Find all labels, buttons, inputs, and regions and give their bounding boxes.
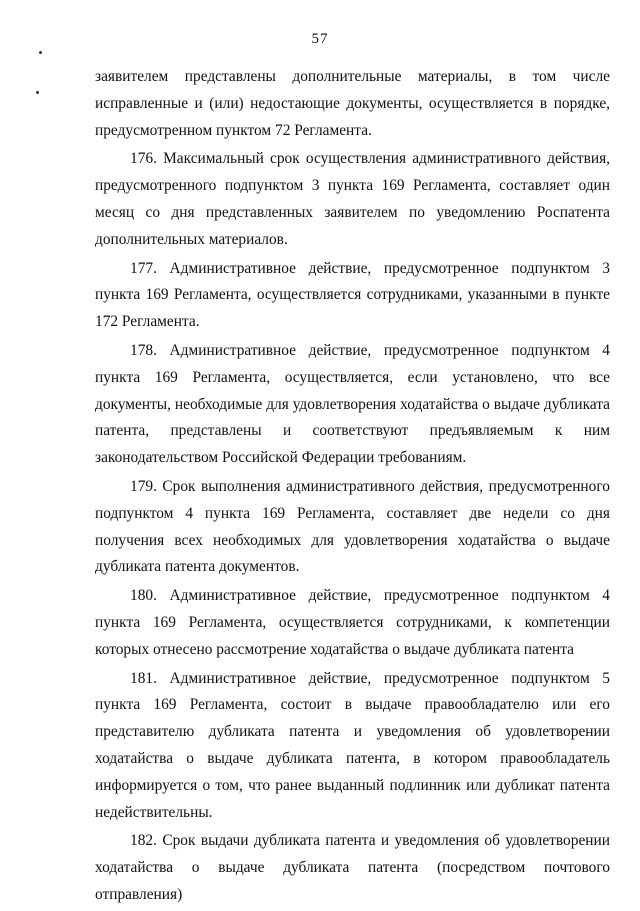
scan-speck	[39, 51, 42, 54]
paragraph-181: 181. Административное действие, предусмотренное подпунктом 5 пункта 169 Регламента, состоит в выдаче правообладателю или его представителю дубликата патента и уведомления об удовлетворении ходатайства о выдаче дубликата патента, в котором правообладатель информируется о том, что ранее выданный подлинник или дубликат патента недействительны.	[95, 669, 610, 821]
scan-speck	[36, 91, 39, 94]
paragraph-176: 176. Максимальный срок осуществления административного действия, предусмотренного подпунктом 3 пункта 169 Регламента, составляет один месяц со дня представленных заявителем по уведомлению Роспатента дополнительных материалов.	[95, 150, 610, 248]
body-text	[95, 64, 610, 911]
paragraph-177: 177. Административное действие, предусмотренное подпунктом 3 пункта 169 Регламента, осуществляется сотрудниками, указанными в пункте 172 Регламента.	[95, 259, 610, 331]
paragraph-180: 180. Административное действие, предусмотренное подпунктом 4 пункта 169 Регламента, осуществляется сотрудниками, к компетенции которых отнесено рассмотрение ходатайства о выдаче дубликата патента	[95, 587, 610, 658]
paragraph-178: 178. Административное действие, предусмотренное подпунктом 4 пункта 169 Регламента, осуществляется, если установлено, что все документы, необходимые для удовлетворения ходатайства о выдаче дубликата патента, представлены и соответствуют предъявляемым к ним законодательством Российской Федерации требованиям.	[95, 341, 610, 467]
paragraph-179: 179. Срок выполнения административного действия, предусмотренного подпунктом 4 пункта 169 Регламента, составляет две недели со дня получения всех необходимых для удовлетворения ходатайства о выдаче дубликата патента документов.	[95, 477, 610, 576]
paragraph-continuation: заявителем представлены дополнительные материалы, в том числе исправленные и (или) недостающие документы, осуществляется в порядке, предусмотренном пунктом 72 Регламента.	[95, 68, 610, 139]
page-number: 57	[311, 31, 329, 47]
paragraph-182: 182. Срок выдачи дубликата патента и уведомления об удовлетворении ходатайства о выдаче дубликата патента (посредством почтового отправления)	[95, 832, 610, 903]
